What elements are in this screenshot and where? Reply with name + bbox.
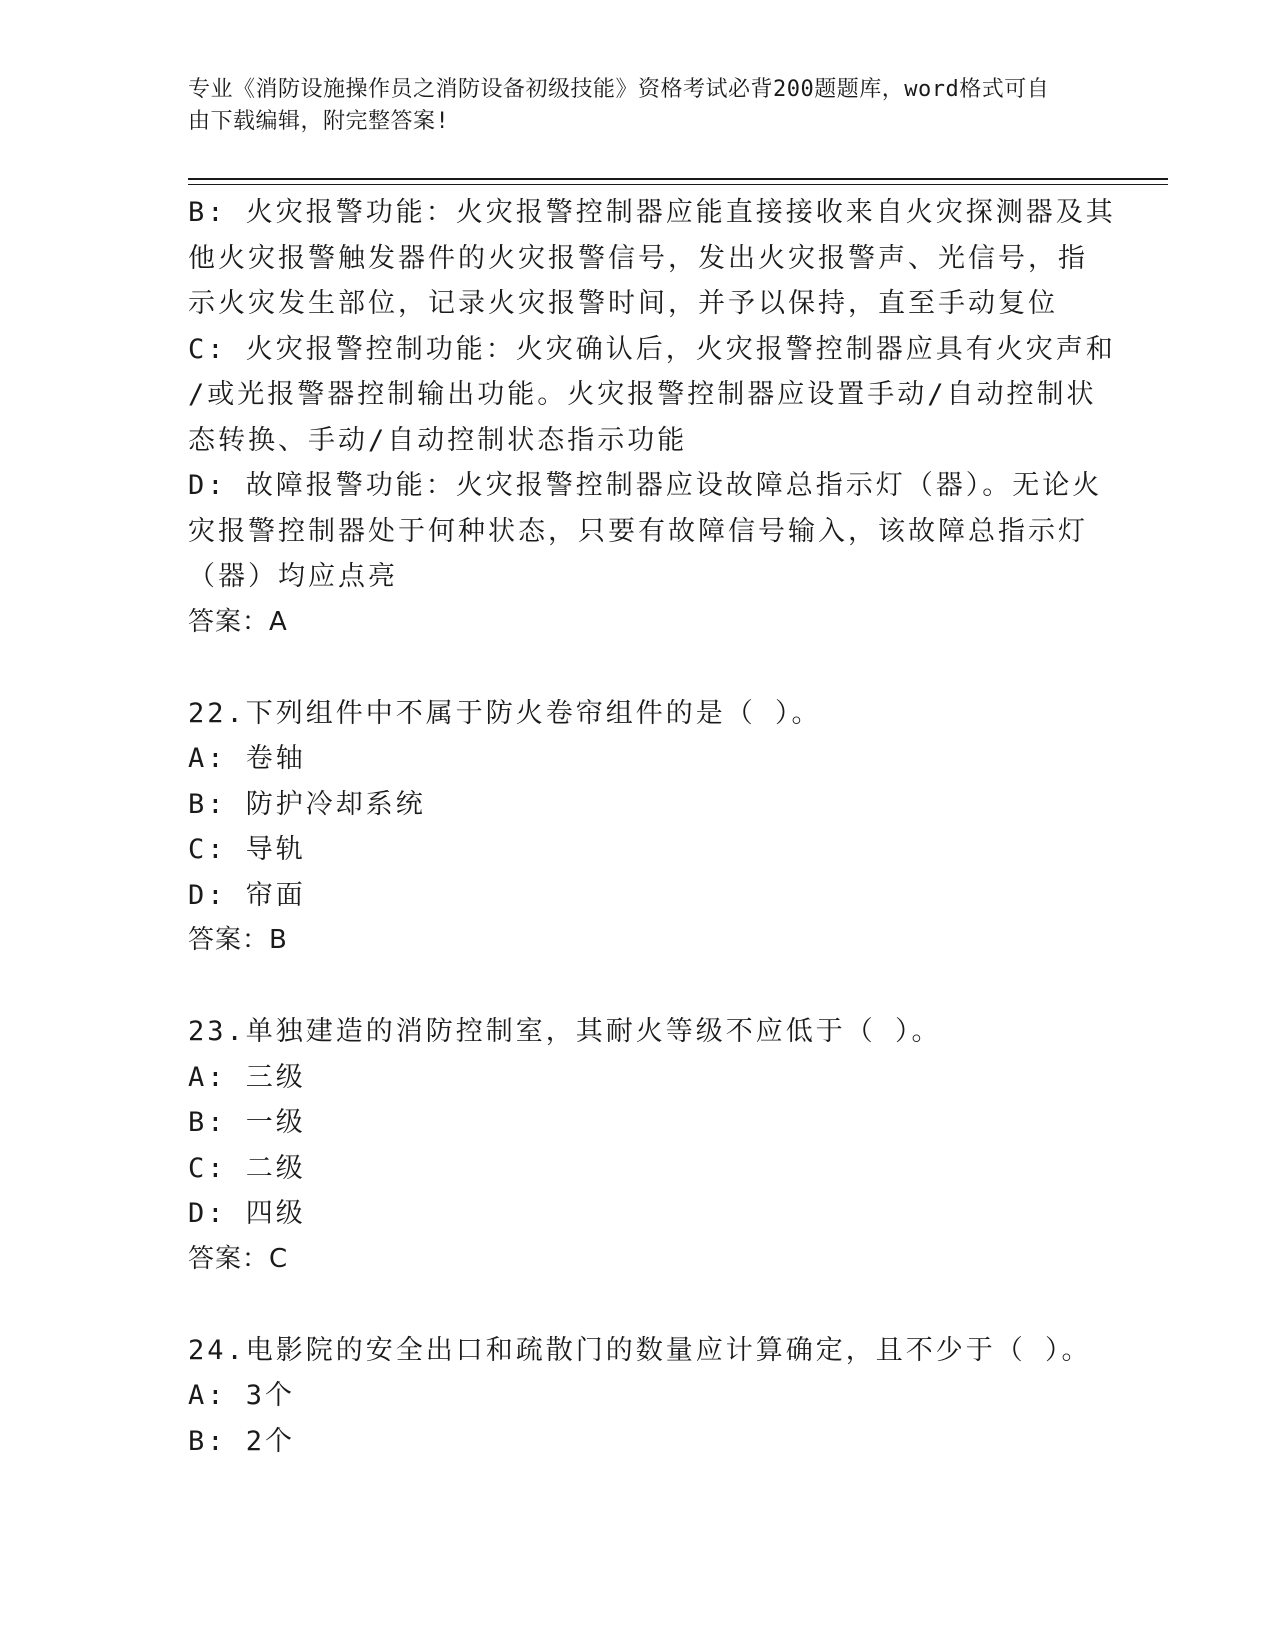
option-line: /或光报警器控制输出功能。火灾报警控制器应设置手动/自动控制状 <box>188 379 1097 410</box>
spacer <box>188 1282 1088 1328</box>
option-line: （器）均应点亮 <box>188 561 398 592</box>
option-b: B: 一级 <box>188 1107 306 1138</box>
header-rule-thin <box>188 184 1168 185</box>
question-stem: 24.电影院的安全出口和疏散门的数量应计算确定，且不少于（ ）。 <box>188 1334 1092 1366</box>
question-stem: 23.单独建造的消防控制室，其耐火等级不应低于（ ）。 <box>188 1016 942 1047</box>
option-c: C: 二级 <box>188 1152 306 1184</box>
option-line: C: 火灾报警控制功能：火灾确认后，火灾报警控制器应具有火灾声和 <box>188 333 1116 365</box>
option-a: A: 三级 <box>188 1061 306 1093</box>
spacer <box>188 964 1088 1010</box>
header-rule-thick <box>188 178 1168 180</box>
option-c: C: 导轨 <box>188 834 306 865</box>
question-content <box>188 190 1116 1464</box>
option-b: B: 2个 <box>188 1425 296 1457</box>
option-line: 他火灾报警触发器件的火灾报警信号，发出火灾报警声、光信号，指 <box>188 242 1088 274</box>
answer-line: 答案：B <box>188 925 288 955</box>
option-d: D: 四级 <box>188 1198 306 1229</box>
option-d: D: 帘面 <box>188 879 306 911</box>
document-header: 专业《消防设施操作员之消防设备初级技能》资格考试必背200题题库，word格式可自由下载编辑，附完整答案! <box>188 77 1050 134</box>
option-line: 示火灾发生部位，记录火灾报警时间，并予以保持，直至手动复位 <box>188 288 1058 319</box>
answer-line: 答案：A <box>188 606 288 637</box>
option-line: D: 故障报警功能：火灾报警控制器应设故障总指示灯（器）。无论火 <box>188 470 1103 501</box>
spacer <box>188 645 1088 691</box>
option-a: A: 3个 <box>188 1380 296 1411</box>
option-line: 灾报警控制器处于何种状态，只要有故障信号输入，该故障总指示灯 <box>188 515 1088 547</box>
option-line: B: 火灾报警功能：火灾报警控制器应能直接接收来自火灾探测器及其 <box>188 197 1116 228</box>
option-line: 态转换、手动/自动控制状态指示功能 <box>188 424 688 456</box>
answer-line: 答案：C <box>188 1243 289 1274</box>
option-b: B: 防护冷却系统 <box>188 788 426 820</box>
option-a: A: 卷轴 <box>188 743 306 774</box>
question-stem: 22.下列组件中不属于防火卷帘组件的是（ ）。 <box>188 697 822 729</box>
